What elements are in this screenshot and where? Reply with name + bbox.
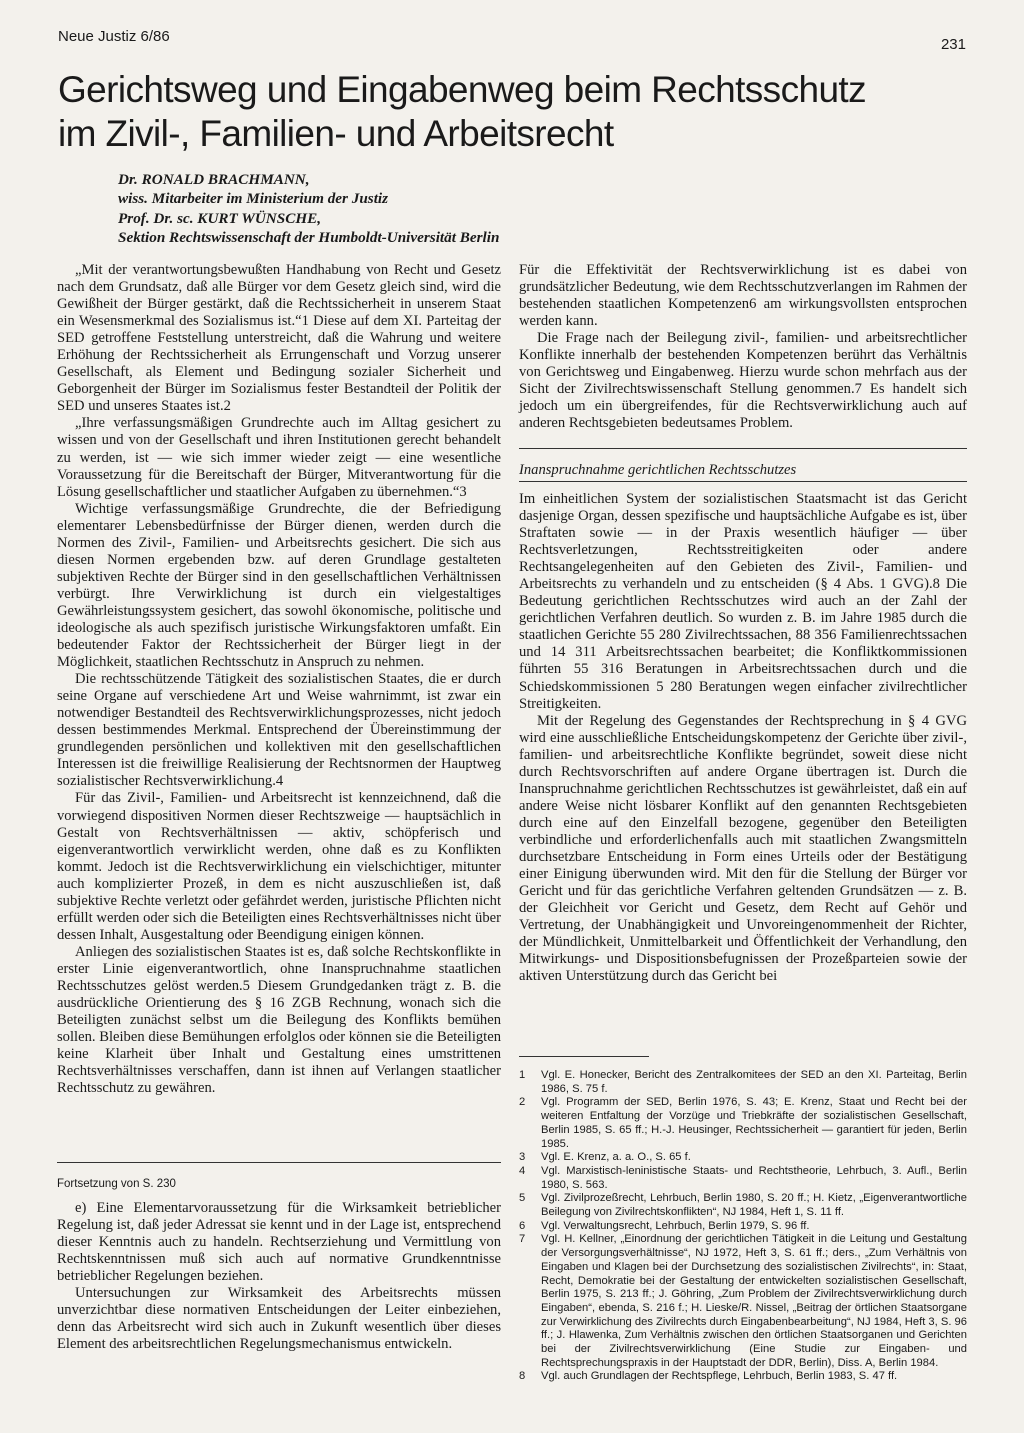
- footnote-number: 1: [519, 1069, 526, 1081]
- paragraph: Die Frage nach der Beilegung zivil-, familien- und arbeitsrechtlicher Konflikte innerhalb der bestehenden Kompetenzen berührt das Verhältnis von Gerichtsweg und Eingabenweg. Hierzu wurde schon mehrfach aus der Sicht der Zivilrechtswissenschaft Stellung genommen.7 Es handelt sich jedoch um ein übergreifendes, für die Rechtsverwirklichung auch auf anderen Rechtsgebieten bedeutsames Problem.: [519, 330, 967, 432]
- paragraph: „Mit der verantwortungsbewußten Handhabung von Recht und Gesetz nach dem Grundsatz, daß alle Bürger vor dem Gesetz gleich sind, wird die Gewißheit der Bürger gestärkt, daß die Rechtssicherheit in unserem Staat ein Wesensmerkmal des Sozialismus ist.“1 Diese auf dem XI. Parteitag der SED getroffene Feststellung unterstreicht, daß die Wahrung und weitere Erhöhung der Rechtssicherheit als Errungenschaft und Vorzug unserer Gesellschaft, als Element und Bedingung sozialer Sicherheit und Geborgenheit der Bürger im Sozialismus fester Bestandteil der Politik der SED und unseres Staates ist.2: [57, 262, 501, 415]
- footnote: [519, 1151, 967, 1165]
- footnote: [519, 1370, 967, 1384]
- title-line-2: im Zivil-, Familien- und Arbeitsrecht: [58, 113, 614, 154]
- footnote: [519, 1165, 967, 1192]
- section-rule: [519, 448, 967, 449]
- author-line: Dr. RONALD BRACHMANN,: [118, 171, 310, 188]
- footnote-text: Vgl. Marxistisch-leninistische Staats- und Rechtstheorie, Lehrbuch, 3. Aufl., Berlin 1980, S. 563.: [541, 1164, 967, 1191]
- section-heading: Inanspruchnahme gerichtlichen Rechtsschutzes: [519, 462, 797, 478]
- footnote: [519, 1096, 967, 1151]
- article-title: [58, 68, 958, 156]
- journal-issue: Neue Justiz 6/86: [58, 28, 170, 45]
- footnote: [519, 1069, 967, 1096]
- paragraph: Untersuchungen zur Wirksamkeit des Arbeitsrechts müssen unverzichtbar diese normativen Entscheidungen der Leiter einbeziehen, denn das Arbeitsrecht wird sich auch in Zukunft wesentlich über dieses Element des arbeitsrechtlichen Regelungsmechanismus entwickeln.: [57, 1285, 501, 1353]
- paragraph: Mit der Regelung des Gegenstandes der Rechtsprechung in § 4 GVG wird eine ausschließliche Entscheidungskompetenz der Gerichte über zivil-, familien- und arbeitsrechtliche Konflikte begründet, soweit diese nicht durch Rechtsvorschriften auf andere Organe übertragen ist. Durch die Inanspruchnahme gerichtlichen Rechtsschutzes ist gewährleistet, daß ein auf andere Weise nicht lösbarer Konflikt auf den genannten Rechtsgebieten durch eine auf den Einzelfall bezogene, gegenüber den Beteiligten verbindliche und erforderlichenfalls auch mit staatlichen Zwangsmitteln durchsetzbare Entscheidung in Form eines Urteils oder der Bestätigung einer Einigung überwunden wird. Mit den für die Stellung der Bürger vor Gericht und für das gerichtliche Verfahren geltenden Grundsätzen — z. B. der Gleichheit vor Gericht und Gesetz, dem Recht auf Gehör und Vertretung, der Unabhängigkeit und Unvoreingenommenheit der Richter, der Mündlichkeit, Unmittelbarkeit und Öffentlichkeit der Verhandlung, den Mitwirkungs- und Dispositionsbefugnissen der Prozeßparteien sowie der aktiven Unterstützung durch das Gericht bei: [519, 712, 967, 985]
- paragraph: Für die Effektivität der Rechtsverwirklichung ist es dabei von grundsätzlicher Bedeutung, wie dem Rechtsschutzverlangen im Rahmen der bestehenden staatlichen Kompetenzen6 am wirkungsvollsten entsprochen werden kann.: [519, 262, 967, 330]
- footnote-number: 2: [519, 1096, 526, 1109]
- paragraph: Wichtige verfassungsmäßige Grundrechte, die der Befriedigung elementarer Lebensbedürfnisse der Bürger dienen, werden durch die Normen des Zivil-, Familien- und Arbeitsrechts gesichert. Die sich aus diesen Normen ergebenden bzw. auf deren Grundlage gestalteten subjektiven Rechte der Bürger sind in den gesellschaftlichen Verhältnissen verbürgt. Ihre Verwirklichung ist durch ein vielgestaltiges Gewährleistungssystem gesichert, das sowohl ökonomische, politische und ideologische als auch spezifisch juristische Wirkungsfaktoren umfaßt. Ein bedeutender Faktor der Rechtssicherheit der Bürger liegt in der Möglichkeit, staatlichen Rechtsschutz in Anspruch zu nehmen.: [57, 500, 501, 671]
- paragraph: Im einheitlichen System der sozialistischen Staatsmacht ist das Gericht dasjenige Organ, dessen spezifische und hauptsächliche Aufgabe es ist, über Straftaten sowie — in der Praxis wesentlich häufiger — über Rechtsverletzungen, Rechtsstreitigkeiten oder andere Rechtsangelegenheiten auf den Gebieten des Zivil-, Familien- und Arbeitsrechts zu verhandeln und zu entscheiden (§ 4 Abs. 1 GVG).8 Die Bedeutung gerichtlichen Rechtsschutzes wird auch an der Zahl der gerichtlichen Verfahren deutlich. So wurden z. B. im Jahre 1985 durch die staatlichen Gerichte 55 280 Zivilrechtssachen, 88 356 Familienrechtssachen und 14 311 Arbeitsrechtssachen bearbeitet; die Konfliktkommissionen führten 55 316 Beratungen in Arbeitsrechtssachen durch und die Schiedskommissionen 5 280 Beratungen wegen einfacher zivilrechtlicher Streitigkeiten.: [519, 491, 967, 712]
- author-line: Prof. Dr. sc. KURT WÜNSCHE,: [118, 209, 322, 227]
- title-line-1: Gerichtsweg und Eingabenweg beim Rechtsschutz: [58, 69, 867, 110]
- paragraph: e) Eine Elementarvoraussetzung für die Wirksamkeit betrieblicher Regelung ist, daß jeder Adressat sie kennt und in der Lage ist, entsprechend dieser Kenntnis auch zu handeln. Rechtserziehung und Vermittlung von Rechtskenntnissen muß sich auch auf normative Grundkenntnisse betrieblicher Regelungen beziehen.: [57, 1200, 501, 1285]
- paragraph: Die rechtsschützende Tätigkeit des sozialistischen Staates, die er durch seine Organe auf verschiedene Art und Weise wahrnimmt, ist zwar ein notwendiger Bestandteil des Rechtsverwirklichungsprozesses, nicht jedoch dessen bestimmendes Merkmal. Entsprechend der Übereinstimmung der grundlegenden persönlichen und kollektiven mit den gesellschaftlichen Interessen ist die freiwillige Realisierung der Rechtsnormen der Hauptweg sozialistischer Rechtsverwirklichung.4: [57, 671, 501, 790]
- right-column-body: [519, 491, 967, 985]
- footnote-text: Vgl. E. Krenz, a. a. O., S. 65 f.: [541, 1151, 691, 1164]
- page-number: 231: [940, 36, 966, 53]
- footnote-text: Vgl. Verwaltungsrecht, Lehrbuch, Berlin 1979, S. 96 ff.: [541, 1219, 810, 1232]
- footnote-number: 3: [519, 1151, 526, 1164]
- footnote-text: Vgl. Programm der SED, Berlin 1976, S. 43; E. Krenz, Staat und Recht bei der weiteren Entfaltung der Vorzüge und Triebkräfte der sozialistischen Gesellschaft, Berlin 1985, S. 65 ff.; H.-J. Heusinger, Rechtssicherheit — garantiert für jeden, Berlin 1985.: [541, 1096, 967, 1150]
- footnote-text: Vgl. E. Honecker, Bericht des Zentralkomitees der SED an den XI. Parteitag, Berlin 1986, S. 75 f.: [541, 1069, 967, 1095]
- author-line: wiss. Mitarbeiter im Ministerium der Justiz: [118, 190, 389, 208]
- footnote-number: 7: [519, 1233, 526, 1246]
- left-column: [57, 262, 501, 1097]
- paragraph: Für das Zivil-, Familien- und Arbeitsrecht ist kennzeichnend, daß die vorwiegend dispositiven Normen dieser Rechtszweige — hauptsächlich in Gestalt von Rechtsverhältnissen — aktiv, schöpferisch und eigenverantwortlich verwirklicht werden, ohne daß es zu Konflikten kommt. Jedoch ist die Rechtsverwirklichung ein vielschichtiger, mitunter auch komplizierter Prozeß, in dem es nicht auszuschließen ist, daß subjektive Rechte verletzt oder gefährdet werden, juristische Pflichten nicht erfüllt werden oder sich die Beteiligten eines Rechtsverhältnisses nicht über dessen Inhalt, Ausgestaltung oder Beendigung einigen können.: [57, 790, 501, 943]
- footnote: [519, 1192, 967, 1219]
- footnote-number: 8: [519, 1370, 526, 1383]
- right-column-top: [519, 262, 967, 432]
- footnote-number: 4: [519, 1164, 526, 1177]
- author-line: Sektion Rechtswissenschaft der Humboldt-Universität Berlin: [118, 229, 500, 247]
- footnote-number: 5: [519, 1192, 526, 1205]
- section-rule: [519, 481, 967, 482]
- footnote: [519, 1233, 967, 1370]
- paragraph: „Ihre verfassungsmäßigen Grundrechte auch im Alltag gesichert zu wissen und von der Gesellschaft und ihren Institutionen gerecht behandelt zu werden, ist — wie sich immer wieder zeigt — eine wesentliche Voraussetzung für die Bereitschaft der Bürger, Mitverantwortung für die Lösung gesellschaftlicher und staatlicher Aufgaben zu übernehmen.“3: [57, 415, 501, 500]
- footnote-rule: [519, 1056, 649, 1057]
- footnote-text: Vgl. Zivilprozeßrecht, Lehrbuch, Berlin 1980, S. 20 ff.; H. Kietz, „Eigenverantwortliche Beilegung von Zivilrechtskonflikten“, NJ 1984, Heft 1, S. 11 ff.: [541, 1192, 967, 1219]
- footnote: [519, 1220, 967, 1234]
- footnotes: [519, 1069, 967, 1384]
- column-divider-rule: [57, 1162, 501, 1163]
- footnote-text: Vgl. auch Grundlagen der Rechtspflege, Lehrbuch, Berlin 1983, S. 47 ff.: [541, 1370, 898, 1383]
- author-block: [118, 170, 618, 248]
- footnote-text: Vgl. H. Kellner, „Einordnung der gerichtlichen Tätigkeit in die Leitung und Gestaltung der Versorgungsverhältnisse“, NJ 1972, Heft 3, S. 61 ff.; ders., „Zum Verhältnis von Eingaben und Klagen bei der Durchsetzung des sozialistischen Zivilrechts“, in: Staat, Recht, Demokratie bei der Gestaltung der entwickelten sozialistischen Gesellschaft, Berlin 1975, S. 213 ff.; J. Göhring, „Zum Problem der Zivilrechtsverwirklichung durch Eingaben“, ebenda, S. 216 f.; H. Lieske/R. Nissel, „Beitrag der örtlichen Staatsorgane zur Verwirklichung des Zivilrechts durch Eingabenbearbeitung“, NJ 1984, Heft 3, S. 96 ff.; J. Hlawenka, Zum Verhältnis zwischen den örtlichen Staatsorganen und Gerichten bei der Zivilrechtsverwirklichung (Eine Studie zur Eingaben- und Rechtsprechungspraxis in der Hauptstadt der DDR, Berlin), Diss. A, Berlin 1984.: [541, 1233, 967, 1369]
- continued-section: [57, 1176, 501, 1353]
- paragraph: Anliegen des sozialistischen Staates ist es, daß solche Rechtskonflikte in erster Linie eigenverantwortlich, ohne Inanspruchnahme staatlichen Rechtsschutzes gelöst werden.5 Diesem Grundgedanken trägt z. B. die ausdrückliche Orientierung des § 16 ZGB Rechnung, wonach sich die Beteiligten zunächst selbst um die Beilegung des Konflikts bemühen sollen. Bleiben diese Bemühungen erfolglos oder können sie die Beteiligten keine Klarheit über Inhalt und Gestaltung eines umstrittenen Rechtsverhältnisses verschaffen, dann ist ihnen auf Verlangen staatlicher Rechtsschutz zu gewähren.: [57, 943, 501, 1097]
- continued-label: Fortsetzung von S. 230: [57, 1178, 176, 1190]
- running-head: [58, 28, 966, 53]
- footnote-number: 6: [519, 1219, 526, 1232]
